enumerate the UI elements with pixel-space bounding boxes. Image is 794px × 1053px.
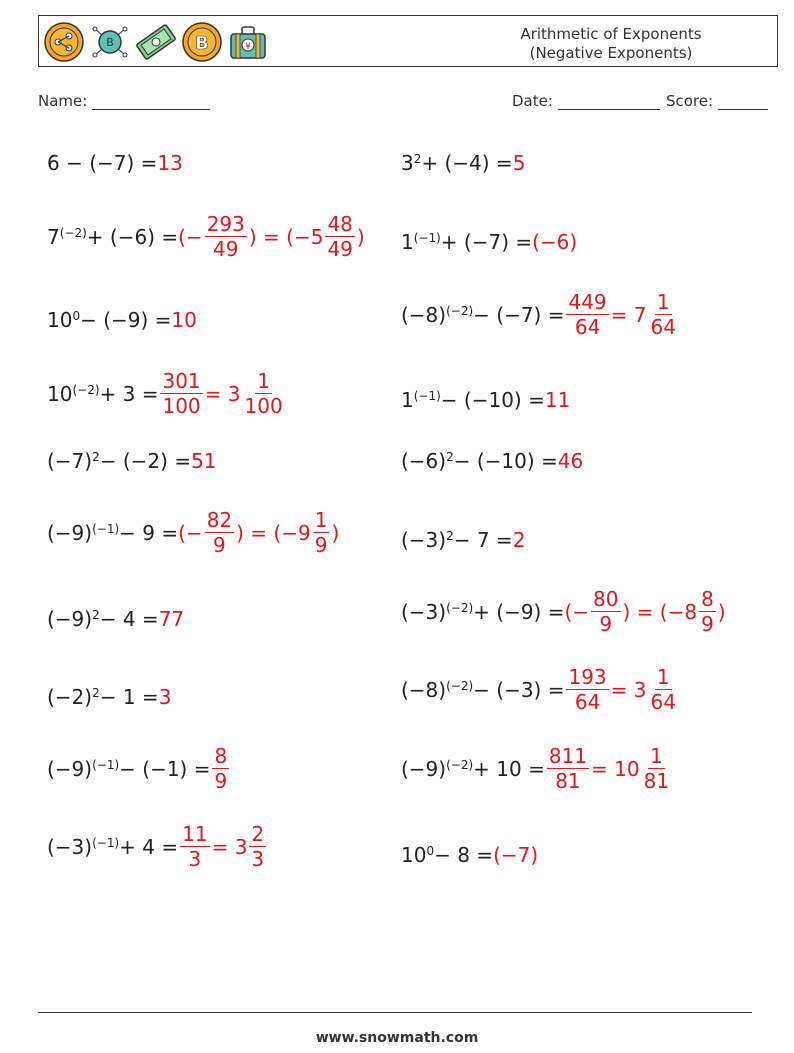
answer [158,369,286,418]
fraction [180,822,209,871]
base: (−9) [401,756,447,781]
problem-11 [47,508,339,557]
fraction [591,587,620,636]
answer-part: ) = (−8 [622,599,698,624]
expression: + (−7) = [440,230,533,254]
numerator: 1 [649,744,663,768]
problem-4 [401,232,577,252]
base: (−8) [401,677,447,702]
answer: 51 [191,449,217,473]
date-field[interactable] [512,92,660,110]
fraction [313,508,330,557]
exponent: (−1) [413,231,441,245]
base: 10 [47,381,73,406]
numerator: 82 [206,508,233,532]
fraction [205,212,247,261]
problem-9 [47,451,217,471]
answer-part: = 3 [204,381,241,406]
base: (−2) [47,685,93,709]
answer: 5 [512,151,526,175]
worksheet-title: Arithmetic of Exponents (Negative Exponents) [520,25,702,62]
fraction [212,744,229,793]
expression: 6 − (−7) = [47,151,158,175]
answer-part: = 3 [610,677,647,702]
expression: + (−9) = [473,599,565,624]
expression: − 4 = [99,607,159,631]
answer [564,587,725,636]
exponent: (−1) [92,521,120,536]
exponent: (−1) [92,757,120,772]
name-label: Name: [38,92,88,110]
problem-16 [401,665,680,714]
fraction [649,290,678,339]
expression: + 4 = [119,834,179,859]
answer [178,822,268,871]
score-label: Score: [666,92,714,110]
denominator: 81 [643,769,670,793]
exponent: 0 [426,844,435,858]
expression: − (−9) = [80,308,172,332]
exponent: 2 [92,450,100,464]
answer-part: = 10 [591,756,640,781]
denominator: 49 [213,237,239,261]
problem-5 [47,310,197,330]
denominator: 100 [244,394,283,418]
answer: 11 [544,388,571,412]
numerator: 811 [548,744,588,768]
crypto-network-icon [89,21,131,63]
problem-6 [401,290,680,339]
fraction [243,369,285,418]
fraction [566,665,608,714]
numerator: 1 [314,508,328,532]
svg-text:B: B [195,33,209,54]
score-blank[interactable] [718,95,768,110]
answer-part: ) [331,520,340,545]
numerator: 193 [568,665,607,689]
svg-text:B: B [106,36,114,49]
fraction [649,665,678,714]
problem-20 [401,845,538,865]
numerator: 2 [251,822,265,846]
footer-url[interactable]: www.snowmath.com [315,1030,479,1046]
numerator: 80 [593,587,619,611]
problem-18 [401,744,673,793]
expression: − 8 = [434,843,494,867]
numerator: 293 [206,212,245,236]
expression: − (−7) = [473,302,565,327]
answer-part: (− [564,599,590,624]
problem-19 [47,822,268,871]
fraction [160,369,202,418]
denominator: 3 [251,847,265,871]
expression: − 1 = [99,685,159,709]
expression: − 9 = [119,520,179,545]
denominator: 64 [574,315,601,339]
banknote-icon [135,21,177,63]
base: 1 [401,230,414,254]
problem-7 [47,369,287,418]
problem-12 [401,530,525,550]
exponent: (−2) [446,757,474,772]
denominator: 64 [650,315,676,339]
date-blank[interactable] [558,95,660,110]
base: (−6) [401,449,447,473]
expression: + (−6) = [86,224,179,249]
answer [564,290,679,339]
name-blank[interactable] [92,95,210,110]
score-field[interactable] [666,92,768,110]
base: (−9) [47,520,93,545]
base: (−3) [401,599,447,624]
exponent: 0 [72,309,81,323]
answer-part: ) = (−9 [236,520,311,545]
denominator: 64 [650,690,676,714]
denominator: 9 [214,769,228,793]
base: (−3) [47,834,93,859]
fraction [642,744,671,793]
answer: 3 [158,685,172,709]
answer: (−7) [493,843,539,867]
base: (−7) [47,449,93,473]
numerator: 8 [701,587,714,611]
expression: − (−1) = [119,756,211,781]
answer-part: (− [178,224,203,249]
answer: 2 [512,528,526,552]
exponent: 2 [92,608,100,622]
exponent: 2 [413,152,422,166]
answer [178,508,339,557]
denominator: 49 [327,237,353,261]
base: (−9) [47,607,93,631]
exponent: 2 [92,686,100,700]
problem-1 [47,153,183,173]
answer-part: ) [717,599,726,624]
problem-3 [47,212,365,261]
svg-text:¥: ¥ [245,42,251,52]
base: (−3) [401,528,447,552]
base: (−9) [47,756,93,781]
exponent: (−2) [59,225,87,240]
problem-10 [401,451,583,471]
base: 7 [47,224,60,249]
answer: 13 [157,151,183,175]
numerator: 11 [182,822,208,846]
problem-15 [47,687,171,707]
numerator: 1 [656,665,670,689]
base: (−8) [401,302,447,327]
numerator: 301 [162,369,201,393]
exponent: (−2) [446,678,474,693]
expression: − (−10) = [440,388,545,412]
share-coin-icon [43,21,85,63]
base: 10 [401,843,427,867]
expression: − (−2) = [99,449,192,473]
denominator: 9 [314,533,328,557]
answer: 46 [557,449,584,473]
denominator: 9 [599,612,613,636]
numerator: 48 [327,212,353,236]
answer [564,665,679,714]
name-field[interactable] [38,92,210,110]
footer-divider [38,1012,752,1013]
answer-part: ) [356,224,365,249]
fraction [566,290,608,339]
denominator: 100 [162,394,201,418]
expression: + 10 = [473,756,545,781]
expression: − 7 = [453,528,513,552]
exponent: (−1) [413,389,441,403]
yen-briefcase-icon [227,21,269,63]
numerator: 1 [257,369,270,393]
exponent: (−2) [446,303,474,318]
base: 3 [401,151,414,175]
base: 1 [401,388,414,412]
problem-13 [47,609,184,629]
exponent: 2 [446,450,454,464]
answer: 10 [171,308,197,332]
answer: (−6) [532,230,578,254]
fraction [699,587,716,636]
expression: + (−4) = [421,151,513,175]
denominator: 64 [574,690,601,714]
denominator: 81 [555,769,581,793]
expression: + 3 = [99,381,159,406]
exponent: 2 [446,529,454,543]
answer: 77 [158,607,185,631]
fraction [249,822,266,871]
answer-part: (− [178,520,203,545]
numerator: 8 [214,744,228,768]
answer [210,744,231,793]
numerator: 449 [568,290,607,314]
problem-8 [401,390,570,410]
denominator: 3 [188,847,202,871]
bitcoin-coin-icon [181,21,223,63]
exponent: (−2) [72,382,100,397]
icon-strip [43,20,269,64]
answer [178,212,365,261]
problem-17 [47,744,231,793]
fraction [205,508,234,557]
answer [545,744,673,793]
date-label: Date: [512,92,553,110]
expression: − (−10) = [453,449,558,473]
worksheet-header [38,15,778,67]
exponent: (−2) [446,600,474,615]
denominator: 9 [213,533,226,557]
expression: − (−3) = [473,677,565,702]
answer-part: ) = (−5 [248,224,324,249]
fraction [547,744,589,793]
numerator: 1 [656,290,670,314]
denominator: 9 [701,612,714,636]
problem-14 [401,587,726,636]
exponent: (−1) [92,835,120,850]
problem-2 [401,153,525,173]
answer-part: = 3 [211,834,248,859]
base: 10 [47,308,73,332]
answer-part: = 7 [610,302,647,327]
fraction [325,212,354,261]
